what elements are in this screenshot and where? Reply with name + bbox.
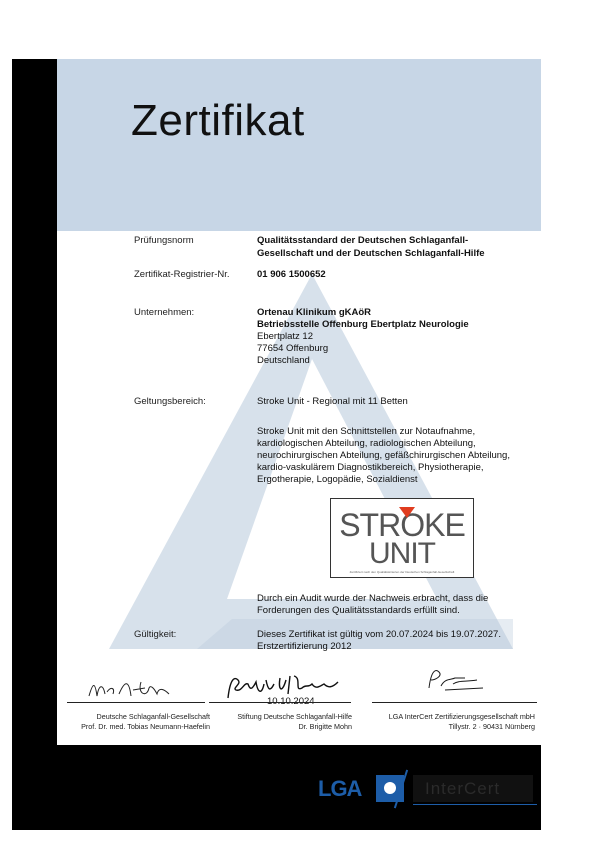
registration-number: 01 906 1500652 — [257, 269, 326, 280]
norm-value-2: Gesellschaft und der Deutschen Schlaganfall-Hilfe — [257, 248, 485, 259]
signature-org: LGA InterCert Zertifizierungsgesellschaft mbH — [388, 712, 535, 721]
lga-intercert-logo — [318, 773, 546, 813]
signature-line — [67, 702, 205, 703]
signature-org: Stiftung Deutsche Schlaganfall-Hilfe — [237, 712, 352, 721]
intercert-text: InterCert — [425, 779, 501, 798]
page-title: Zertifikat — [131, 96, 305, 145]
company-country: Deutschland — [257, 355, 310, 366]
audit-line: Forderungen des Qualitätsstandards erfüllt sind. — [257, 605, 460, 616]
scope-line: Stroke Unit mit den Schnittstellen zur Notaufnahme, — [257, 426, 476, 437]
norm-value-1: Qualitätsstandard der Deutschen Schlaganfall- — [257, 235, 469, 246]
audit-line: Durch ein Audit wurde der Nachweis erbracht, dass die — [257, 593, 489, 604]
signature-lga — [425, 666, 495, 694]
signature-person: Dr. Brigitte Mohn — [298, 721, 352, 731]
stroke-unit-logo — [330, 498, 474, 578]
signature-org: Deutsche Schlaganfall-Gesellschaft — [96, 712, 210, 721]
signature-address: Tillystr. 2 · 90431 Nürnberg — [448, 721, 535, 731]
registration-label: Zertifikat-Registrier-Nr. — [134, 269, 230, 280]
brand-underline — [413, 804, 537, 805]
logo-text-stroke: STROKE — [339, 507, 465, 543]
signature-caption-lga — [365, 712, 535, 731]
logo-caption: Zertifiziert nach den Qualitätskriterien der Deutschen Schlaganfall-Gesellschaft — [349, 570, 455, 574]
company-label: Unternehmen: — [134, 307, 195, 318]
first-certification: Erstzertifizierung 2012 — [257, 641, 352, 652]
scope-label: Geltungsbereich: — [134, 396, 206, 407]
scope-line: Ergotherapie, Logopädie, Sozialdienst — [257, 474, 418, 485]
norm-label: Prüfungsnorm — [134, 235, 194, 246]
intercert-block — [413, 775, 533, 802]
signature-neumann-haefelin — [85, 676, 185, 702]
signature-caption-sdsh — [209, 712, 352, 731]
signature-caption-dsg — [67, 712, 210, 731]
signature-line — [372, 702, 537, 703]
certificate-panel — [57, 59, 541, 745]
company-city: 77654 Offenburg — [257, 343, 329, 354]
signature-mohn — [222, 670, 362, 704]
company-street: Ebertplatz 12 — [257, 331, 313, 342]
signature-person: Prof. Dr. med. Tobias Neumann-Haefelin — [81, 721, 210, 731]
company-name: Ortenau Klinikum gKAöR — [257, 307, 372, 318]
logo-triangle-icon — [399, 507, 415, 518]
lga-text: LGA — [318, 776, 362, 801]
lga-dot-icon — [384, 782, 396, 794]
validity-label: Gültigkeit: — [134, 629, 177, 640]
scope-line: kardio-vaskulärem Diagnostikbereich, Physiotherapie, — [257, 462, 484, 473]
scope-line: neurochirurgischen Abteilung, gefäßchirurgischen Abteilung, — [257, 450, 510, 461]
scope-line: kardiologischen Abteilung, radiologischen Abteilung, — [257, 438, 476, 449]
scope-main: Stroke Unit - Regional mit 11 Betten — [257, 396, 408, 407]
validity-line: Dieses Zertifikat ist gültig vom 20.07.2024 bis 19.07.2027. — [257, 629, 501, 640]
company-site: Betriebsstelle Offenburg Ebertplatz Neurologie — [257, 319, 469, 330]
signature-line — [209, 702, 351, 703]
logo-text-unit: UNIT — [369, 537, 435, 570]
